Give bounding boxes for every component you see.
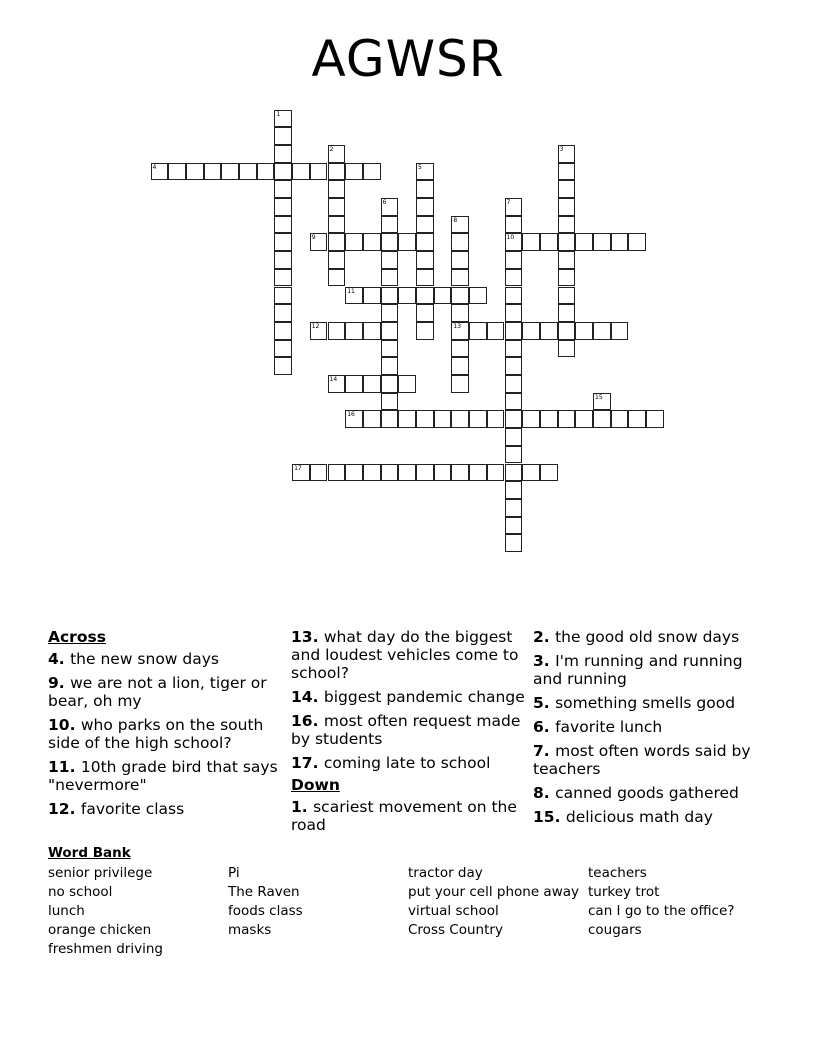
cell-number: 6: [382, 199, 387, 206]
clue-across-14: 14. biggest pandemic change: [291, 688, 525, 706]
clue-text: most often request made by students: [291, 712, 521, 748]
grid-cell[interactable]: [328, 464, 346, 482]
grid-cell[interactable]: [416, 198, 434, 216]
grid-cell[interactable]: [274, 304, 292, 322]
clue-number: 12: [48, 800, 70, 818]
grid-cell[interactable]: [274, 127, 292, 145]
cell-number: 1: [276, 110, 281, 118]
cell-number: 10: [506, 234, 515, 242]
clue-across-17: 17. coming late to school: [291, 754, 491, 772]
grid-cell[interactable]: [451, 322, 469, 340]
clue-number: 9: [48, 674, 59, 692]
clue-text: the good old snow days: [555, 628, 740, 646]
grid-cell[interactable]: [451, 269, 469, 287]
grid-cell[interactable]: [469, 287, 487, 305]
grid-cell[interactable]: [381, 340, 399, 358]
cell-number: 2: [329, 145, 334, 153]
grid-cell[interactable]: [416, 304, 434, 322]
grid-cell[interactable]: [363, 322, 381, 340]
grid-cell[interactable]: [558, 145, 576, 163]
grid-cell[interactable]: [345, 464, 363, 482]
grid-cell[interactable]: [558, 410, 576, 428]
grid-cell[interactable]: [328, 145, 346, 163]
grid-cell[interactable]: [398, 464, 416, 482]
grid-cell[interactable]: [451, 216, 469, 234]
clue-text: we are not a lion, tiger or bear, oh my: [48, 674, 267, 710]
clue-number: 8: [533, 784, 544, 802]
word-bank: [48, 845, 735, 957]
grid-cell[interactable]: [274, 110, 292, 128]
grid-cell[interactable]: [363, 375, 381, 393]
grid-cell[interactable]: [451, 233, 469, 251]
grid-cell[interactable]: [593, 322, 611, 340]
grid-cell[interactable]: [575, 233, 593, 251]
grid-cell[interactable]: [611, 410, 629, 428]
grid-cell[interactable]: [168, 163, 186, 181]
grid-cell[interactable]: [274, 233, 292, 251]
grid-cell[interactable]: [257, 163, 275, 181]
cell-number: 16: [347, 411, 355, 419]
clue-text: favorite lunch: [555, 718, 663, 736]
grid-cell[interactable]: [505, 233, 523, 251]
clues-column-1: [48, 628, 284, 824]
grid-cell[interactable]: [363, 464, 381, 482]
grid-cell[interactable]: [558, 180, 576, 198]
grid-cell[interactable]: [416, 216, 434, 234]
word-bank-entry: virtual school: [408, 903, 499, 919]
grid-cell[interactable]: [398, 233, 416, 251]
grid-cell[interactable]: [345, 233, 363, 251]
grid-cell[interactable]: [558, 287, 576, 305]
word-bank-heading: Word Bank: [48, 845, 131, 861]
clue-text: what day do the biggest and loudest vehicles come to school?: [291, 628, 519, 682]
grid-cell[interactable]: [522, 410, 540, 428]
grid-cell[interactable]: [328, 251, 346, 269]
grid-cell[interactable]: [469, 410, 487, 428]
grid-cell[interactable]: [593, 410, 611, 428]
grid-cell[interactable]: [416, 251, 434, 269]
grid-cell[interactable]: [505, 534, 523, 552]
grid-cell[interactable]: [469, 464, 487, 482]
grid-cell[interactable]: [558, 304, 576, 322]
grid-cell[interactable]: [310, 322, 328, 340]
word-bank-entry: turkey trot: [588, 884, 660, 900]
grid-cell[interactable]: [292, 163, 310, 181]
grid-cell[interactable]: [381, 251, 399, 269]
grid-cell[interactable]: [274, 198, 292, 216]
clue-across-9: 9. we are not a lion, tiger or bear, oh my: [48, 674, 267, 710]
grid-cell[interactable]: [204, 163, 222, 181]
grid-cell[interactable]: [505, 304, 523, 322]
grid-cell[interactable]: [345, 410, 363, 428]
grid-cell[interactable]: [505, 375, 523, 393]
grid-cell[interactable]: [328, 269, 346, 287]
clue-text: delicious math day: [565, 808, 713, 826]
clue-text: the new snow days: [70, 650, 219, 668]
grid-cell[interactable]: [363, 163, 381, 181]
grid-cell[interactable]: [381, 322, 399, 340]
grid-cell[interactable]: [540, 233, 558, 251]
word-bank-entry: no school: [48, 884, 113, 900]
clue-text: scariest movement on the road: [291, 798, 517, 834]
grid-cell[interactable]: [505, 464, 523, 482]
grid-cell[interactable]: [274, 322, 292, 340]
grid-cell[interactable]: [558, 198, 576, 216]
clue-number: 6: [533, 718, 544, 736]
grid-cell[interactable]: [628, 233, 646, 251]
grid-cell[interactable]: [416, 233, 434, 251]
grid-cell[interactable]: [558, 322, 576, 340]
grid-cell[interactable]: [345, 287, 363, 305]
grid-cell[interactable]: [398, 410, 416, 428]
grid-cell[interactable]: [239, 163, 257, 181]
grid-cell[interactable]: [363, 287, 381, 305]
grid-cell[interactable]: [522, 322, 540, 340]
grid-cell[interactable]: [434, 287, 452, 305]
word-bank-entry: put your cell phone away: [408, 884, 579, 900]
grid-cell[interactable]: [558, 216, 576, 234]
grid-cell[interactable]: [505, 340, 523, 358]
grid-cell[interactable]: [558, 251, 576, 269]
grid-cell[interactable]: [593, 393, 611, 411]
grid-cell[interactable]: [381, 287, 399, 305]
cell-number: 7: [506, 199, 511, 206]
grid-cell[interactable]: [575, 410, 593, 428]
grid-cell[interactable]: [505, 517, 523, 535]
word-bank-entry: masks: [228, 922, 272, 938]
clue-number: 4: [48, 650, 59, 668]
grid-cell[interactable]: [505, 428, 523, 446]
word-bank-entry: foods class: [228, 903, 303, 919]
grid-cell[interactable]: [381, 357, 399, 375]
clue-across-13: 13. what day do the biggest and loudest vehicles come to school?: [291, 628, 519, 682]
grid-cell[interactable]: [558, 163, 576, 181]
grid-cell[interactable]: [381, 269, 399, 287]
word-bank-column: [228, 864, 408, 940]
grid-cell[interactable]: [558, 269, 576, 287]
cell-number: 15: [595, 393, 603, 401]
word-bank-entry: Pi: [228, 865, 240, 881]
grid-cell[interactable]: [558, 340, 576, 358]
grid-cell[interactable]: [505, 251, 523, 269]
grid-cell[interactable]: [593, 233, 611, 251]
clue-number: 7: [533, 742, 544, 760]
grid-cell[interactable]: [416, 269, 434, 287]
grid-cell[interactable]: [505, 216, 523, 234]
grid-cell[interactable]: [328, 163, 346, 181]
grid-cell[interactable]: [505, 198, 523, 216]
clue-number: 16: [291, 712, 313, 730]
grid-cell[interactable]: [505, 410, 523, 428]
grid-cell[interactable]: [345, 163, 363, 181]
clue-number: 10: [48, 716, 70, 734]
grid-cell[interactable]: [274, 287, 292, 305]
cell-number: 3: [559, 145, 564, 153]
grid-cell[interactable]: [274, 180, 292, 198]
grid-cell[interactable]: [274, 251, 292, 269]
grid-cell[interactable]: [310, 464, 328, 482]
clue-number: 2: [533, 628, 544, 646]
grid-cell[interactable]: [487, 410, 505, 428]
grid-cell[interactable]: [522, 464, 540, 482]
grid-cell[interactable]: [416, 163, 434, 181]
grid-cell[interactable]: [505, 499, 523, 517]
clue-text: canned goods gathered: [555, 784, 739, 802]
grid-cell[interactable]: [611, 233, 629, 251]
clue-across-16: 16. most often request made by students: [291, 712, 521, 748]
grid-cell[interactable]: [469, 322, 487, 340]
cell-number: 4: [152, 163, 157, 171]
grid-cell[interactable]: [505, 393, 523, 411]
grid-cell[interactable]: [381, 216, 399, 234]
clue-across-11: 11. 10th grade bird that says "nevermore": [48, 758, 278, 794]
word-bank-entry: freshmen driving: [48, 941, 163, 957]
clue-text: who parks on the south side of the high school?: [48, 716, 264, 752]
grid-cell[interactable]: [451, 340, 469, 358]
grid-cell[interactable]: [328, 180, 346, 198]
cell-number: 11: [347, 287, 355, 295]
grid-cell[interactable]: [274, 357, 292, 375]
clue-down-8: 8. canned goods gathered: [533, 784, 739, 802]
grid-cell[interactable]: [328, 198, 346, 216]
grid-cell[interactable]: [274, 269, 292, 287]
grid-cell[interactable]: [416, 180, 434, 198]
grid-cell[interactable]: [381, 375, 399, 393]
grid-cell[interactable]: [398, 287, 416, 305]
grid-cell[interactable]: [381, 198, 399, 216]
grid-cell[interactable]: [575, 322, 593, 340]
grid-cell[interactable]: [310, 233, 328, 251]
word-bank-entry: orange chicken: [48, 922, 152, 938]
clue-number: 17: [291, 754, 313, 772]
clue-number: 11: [48, 758, 70, 776]
grid-cell[interactable]: [416, 322, 434, 340]
clue-text: 10th grade bird that says "nevermore": [48, 758, 278, 794]
grid-cell[interactable]: [611, 322, 629, 340]
clue-number: 5: [533, 694, 544, 712]
grid-cell[interactable]: [274, 163, 292, 181]
word-bank-entry: senior privilege: [48, 865, 153, 881]
grid-cell[interactable]: [451, 464, 469, 482]
clue-across-10: 10. who parks on the south side of the high school?: [48, 716, 264, 752]
grid-cell[interactable]: [310, 163, 328, 181]
grid-cell[interactable]: [328, 322, 346, 340]
cell-number: 17: [294, 464, 302, 472]
grid-cell[interactable]: [398, 375, 416, 393]
across-heading: Across: [48, 628, 106, 646]
grid-cell[interactable]: [628, 410, 646, 428]
clue-text: biggest pandemic change: [323, 688, 525, 706]
cell-number: 12: [311, 322, 320, 330]
grid-cell[interactable]: [451, 357, 469, 375]
cell-number: 5: [418, 163, 422, 171]
clue-number: 1: [291, 798, 302, 816]
clue-text: favorite class: [80, 800, 185, 818]
clue-across-4: 4. the new snow days: [48, 650, 219, 668]
cell-number: 9: [311, 234, 316, 242]
grid-cell[interactable]: [186, 163, 204, 181]
grid-cell[interactable]: [381, 464, 399, 482]
grid-cell[interactable]: [505, 481, 523, 499]
grid-cell[interactable]: [505, 357, 523, 375]
grid-cell[interactable]: [505, 446, 523, 464]
grid-cell[interactable]: [345, 375, 363, 393]
grid-cell[interactable]: [505, 287, 523, 305]
grid-cell[interactable]: [381, 304, 399, 322]
word-bank-column: [408, 864, 588, 940]
grid-cell[interactable]: [487, 464, 505, 482]
grid-cell[interactable]: [540, 322, 558, 340]
grid-cell[interactable]: [363, 233, 381, 251]
clues-column-3: [533, 628, 769, 832]
grid-cell[interactable]: [522, 233, 540, 251]
grid-cell[interactable]: [451, 251, 469, 269]
grid-cell[interactable]: [274, 145, 292, 163]
clue-down-5: 5. something smells good: [533, 694, 736, 712]
clue-across-12: 12. favorite class: [48, 800, 185, 818]
clue-text: something smells good: [555, 694, 736, 712]
grid-cell[interactable]: [451, 410, 469, 428]
grid-cell[interactable]: [540, 464, 558, 482]
word-bank-entry: tractor day: [408, 865, 483, 881]
grid-cell[interactable]: [328, 233, 346, 251]
grid-cell[interactable]: [451, 287, 469, 305]
word-bank-entry: can I go to the office?: [588, 903, 735, 919]
cell-number: 14: [329, 376, 338, 383]
clue-number: 13: [291, 628, 313, 646]
clue-number: 14: [291, 688, 313, 706]
grid-cell[interactable]: [292, 464, 310, 482]
grid-cell[interactable]: [328, 216, 346, 234]
grid-cell[interactable]: [328, 375, 346, 393]
grid-cell[interactable]: [434, 464, 452, 482]
grid-cell[interactable]: [221, 163, 239, 181]
grid-cell[interactable]: [416, 287, 434, 305]
grid-cell[interactable]: [505, 322, 523, 340]
cell-number: 13: [453, 322, 462, 330]
grid-cell[interactable]: [363, 410, 381, 428]
grid-cell[interactable]: [345, 322, 363, 340]
grid-cell[interactable]: [416, 464, 434, 482]
grid-cell[interactable]: [381, 233, 399, 251]
grid-cell[interactable]: [381, 393, 399, 411]
clue-down-3: 3. I'm running and running and running: [533, 652, 743, 688]
clue-text: most often words said by teachers: [533, 742, 751, 778]
clues-column-2: [291, 628, 527, 840]
cell-number: 8: [453, 216, 458, 224]
clue-number: 15: [533, 808, 555, 826]
word-bank-column: [588, 864, 768, 940]
grid-cell[interactable]: [451, 375, 469, 393]
word-bank-entry: Cross Country: [408, 922, 503, 938]
grid-cell[interactable]: [646, 410, 664, 428]
clue-down-6: 6. favorite lunch: [533, 718, 663, 736]
clue-down-15: 15. delicious math day: [533, 808, 713, 826]
puzzle-title: AGWSR: [311, 30, 505, 88]
grid-cell[interactable]: [558, 233, 576, 251]
clue-text: coming late to school: [323, 754, 491, 772]
clue-number: 3: [533, 652, 544, 670]
grid-cell[interactable]: [416, 410, 434, 428]
grid-cell[interactable]: [487, 322, 505, 340]
clue-down-7: 7. most often words said by teachers: [533, 742, 751, 778]
clue-text: I'm running and running and running: [533, 652, 743, 688]
grid-cell[interactable]: [274, 216, 292, 234]
grid-cell[interactable]: [434, 410, 452, 428]
clue-down-2: 2. the good old snow days: [533, 628, 740, 646]
word-bank-entry: lunch: [48, 903, 85, 919]
down-heading: Down: [291, 776, 340, 794]
grid-cell[interactable]: [505, 269, 523, 287]
grid-cell[interactable]: [540, 410, 558, 428]
word-bank-column: [48, 864, 228, 959]
word-bank-entry: The Raven: [228, 884, 300, 900]
word-bank-entry: cougars: [588, 922, 642, 938]
grid-cell[interactable]: [274, 340, 292, 358]
clue-down-1: 1. scariest movement on the road: [291, 798, 517, 834]
word-bank-entry: teachers: [588, 865, 647, 881]
grid-cell[interactable]: [451, 304, 469, 322]
grid-cell[interactable]: [381, 410, 399, 428]
grid-cell[interactable]: [151, 163, 169, 181]
